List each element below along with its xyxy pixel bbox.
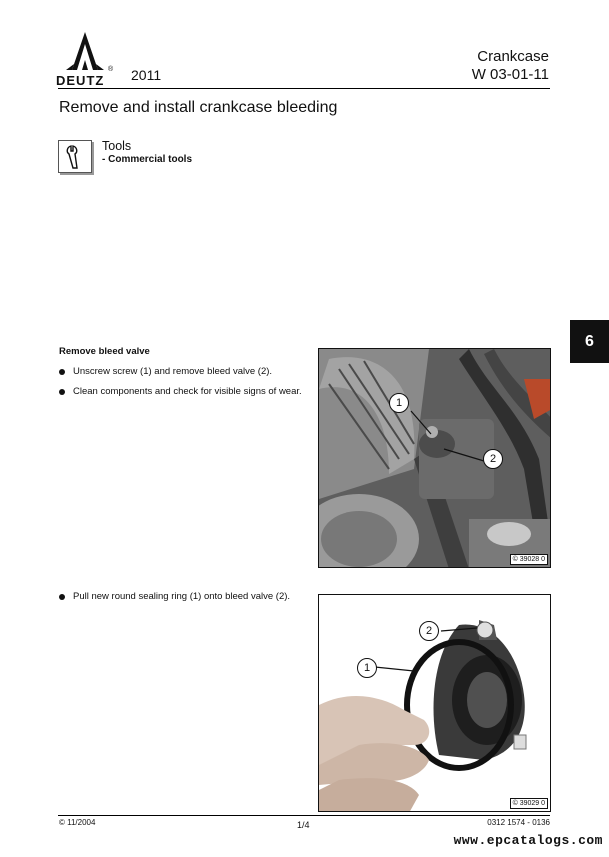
- step-item: Pull new round sealing ring (1) onto bleed valve (2).: [59, 591, 319, 603]
- logo-wordmark: DEUTZ: [56, 73, 105, 88]
- page-number: 1/4: [297, 820, 310, 830]
- deutz-logo: [56, 30, 118, 90]
- step-item: Clean components and check for visible signs of wear.: [59, 386, 304, 398]
- tools-label: Tools: [102, 139, 132, 153]
- chapter-tab: 6: [570, 320, 609, 363]
- page-title: Remove and install crankcase bleeding: [59, 99, 338, 116]
- figure-reference: © 39028 0: [510, 554, 548, 565]
- figure-valve-photo: [318, 594, 551, 812]
- header-divider: [58, 88, 550, 89]
- footer-date: © 11/2004: [59, 818, 96, 827]
- watermark-text: www.epcatalogs.com: [453, 833, 603, 848]
- chapter-title: Crankcase: [477, 48, 549, 65]
- figure-reference: © 39029 0: [510, 798, 548, 809]
- tools-item: - Commercial tools: [102, 154, 193, 165]
- engine-model: 2011: [131, 67, 162, 83]
- wrench-icon: [63, 144, 87, 170]
- deutz-logo-icon: [60, 30, 110, 74]
- engine-photo-image: [319, 349, 551, 568]
- section-heading: Remove bleed valve: [59, 346, 150, 357]
- callout-1: 1: [357, 658, 377, 678]
- registered-mark: ®: [108, 66, 114, 73]
- callout-1: 1: [389, 393, 409, 413]
- footer-divider: [58, 815, 550, 816]
- callout-2: 2: [483, 449, 503, 469]
- document-number: W 03-01-11: [471, 66, 549, 83]
- callout-2: 2: [419, 621, 439, 641]
- part-number: 0312 1574 - 0136: [487, 818, 550, 827]
- tools-box: [58, 140, 92, 173]
- step-item: Unscrew screw (1) and remove bleed valve (2).: [59, 366, 309, 378]
- figure-engine-photo: [318, 348, 551, 568]
